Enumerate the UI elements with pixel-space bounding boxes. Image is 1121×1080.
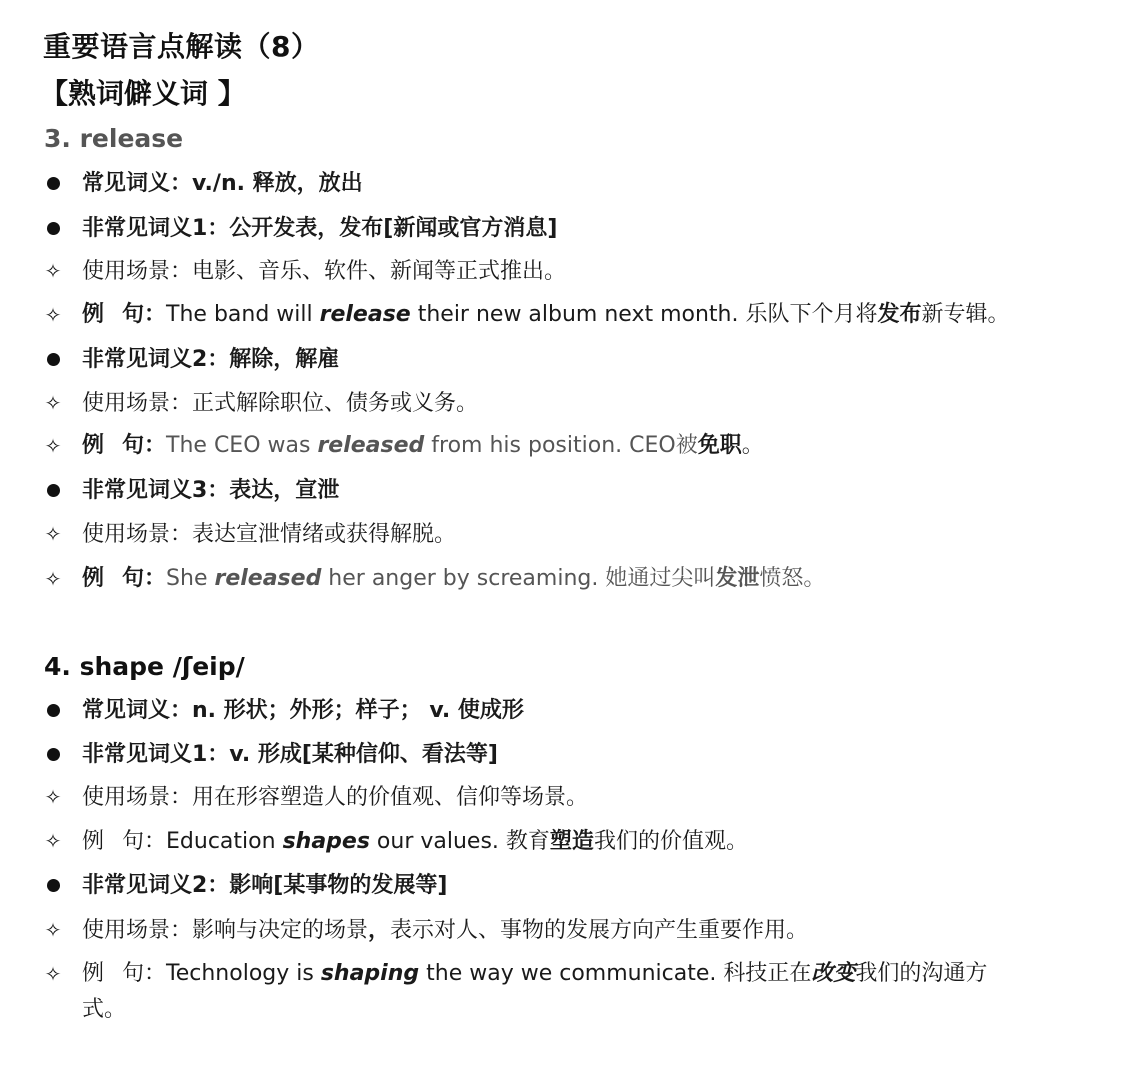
bullet-icon <box>42 221 64 239</box>
page-title: 重要语言点解读（8） <box>43 30 320 63</box>
release-rare3-scene: 使用场景：表达宣泄情绪或获得解脱。 <box>82 522 457 547</box>
star-item-icon: ✧ <box>44 259 62 283</box>
star-item-icon: ✧ <box>44 829 62 853</box>
star-item-icon: ✧ <box>44 962 62 986</box>
release-rare-meaning-2: 非常见词义2：解除，解雇 <box>82 347 340 372</box>
bullet-icon <box>42 483 64 501</box>
bullet-icon <box>42 176 64 194</box>
release-common-meaning: 常见词义：v./n. 释放，放出 <box>82 171 363 196</box>
star-item-icon: ✧ <box>44 391 62 415</box>
release-rare2-example: 例 句：The CEO was released from his position. CEO被免职。 <box>82 433 764 458</box>
shape-rare-meaning-2: 非常见词义2：影响[某事物的发展等] <box>82 873 448 898</box>
shape-rare-meaning-1: 非常见词义1：v. 形成[某种信仰、看法等] <box>82 742 498 767</box>
shape-common-meaning: 常见词义：n. 形状；外形；样子； v. 使成形 <box>82 698 524 723</box>
star-item-icon: ✧ <box>44 785 62 809</box>
star-item-icon: ✧ <box>44 434 62 458</box>
shape-rare1-example: 例 句：Education shapes our values. 教育塑造我们的价值观。 <box>82 829 748 854</box>
release-rare1-scene: 使用场景：电影、音乐、软件、新闻等正式推出。 <box>82 259 567 284</box>
star-item-icon: ✧ <box>44 522 62 546</box>
bullet-icon <box>42 352 64 370</box>
shape-rare2-example: 例 句：Technology is shaping the way we communicate. 科技正在改变我们的沟通方 <box>82 961 988 986</box>
bullet-icon <box>42 703 64 721</box>
star-item-icon: ✧ <box>44 918 62 942</box>
release-rare2-scene: 使用场景：正式解除职位、债务或义务。 <box>82 391 479 416</box>
release-rare1-example: 例 句：The band will release their new album next month. 乐队下个月将发布新专辑。 <box>82 302 1010 327</box>
bullet-icon <box>42 747 64 765</box>
section-subtitle: 【熟词僻义词 】 <box>40 77 246 110</box>
shape-rare2-scene: 使用场景：影响与决定的场景，表示对人、事物的发展方向产生重要作用。 <box>82 918 809 943</box>
word-heading-release: 3. release <box>44 124 184 153</box>
shape-rare2-example-wrap: 式。 <box>82 997 127 1022</box>
star-item-icon: ✧ <box>44 303 62 327</box>
release-rare-meaning-3: 非常见词义3：表达，宣泄 <box>82 478 340 503</box>
star-item-icon: ✧ <box>44 567 62 591</box>
bullet-icon <box>42 878 64 896</box>
shape-rare1-scene: 使用场景：用在形容塑造人的价值观、信仰等场景。 <box>82 785 589 810</box>
release-rare3-example: 例 句：She released her anger by screaming. 她通过尖叫发泄愤怒。 <box>82 566 826 591</box>
release-rare-meaning-1: 非常见词义1：公开发表，发布[新闻或官方消息] <box>82 216 558 241</box>
word-heading-shape: 4. shape /ʃeip/ <box>44 652 245 681</box>
